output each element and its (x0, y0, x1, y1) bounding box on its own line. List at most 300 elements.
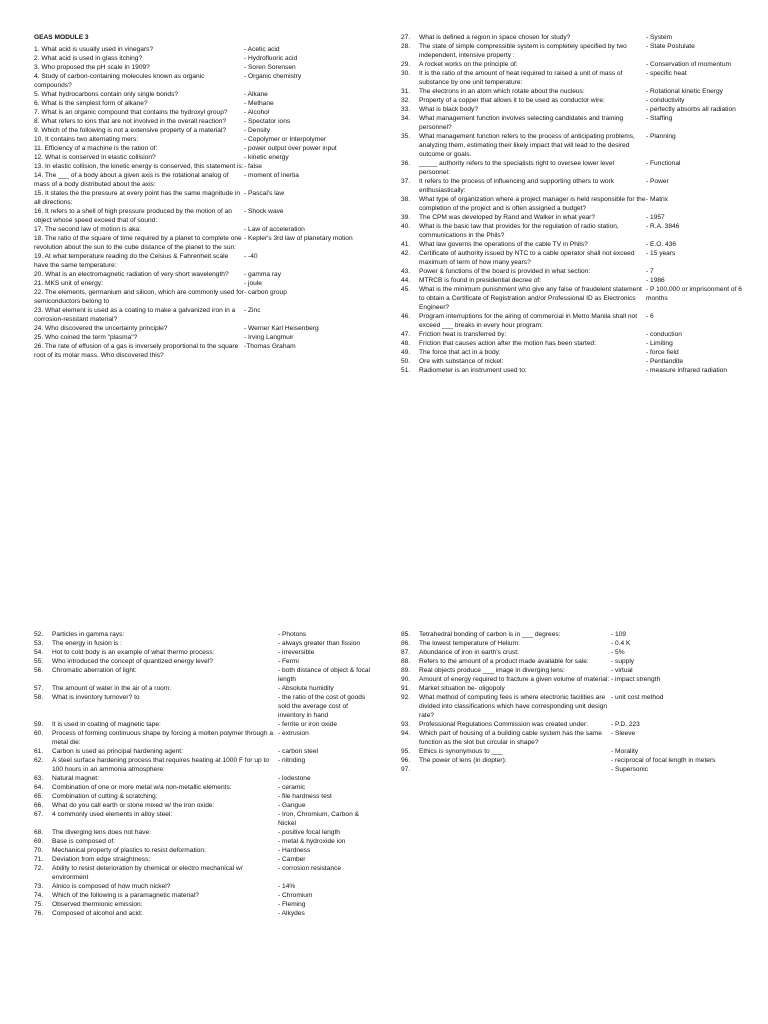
question-item (401, 765, 741, 774)
question-number: 12. (34, 154, 44, 161)
question-number: 27. (401, 34, 411, 41)
question-text: Ethics is synonymous to ___ (419, 748, 503, 755)
answer-text: - 7 (646, 268, 654, 275)
question-item (34, 270, 370, 279)
question-item (34, 45, 370, 54)
question-text: 8. What refers to ions that are not involved in the overall reaction? (34, 118, 227, 125)
question-list-3 (34, 630, 374, 918)
question-number: 29. (401, 61, 411, 68)
question-number: 87. (401, 649, 411, 656)
question-text: Base is composed of: (52, 838, 116, 845)
question-text: 15. It states the the pressure at every point has the same magnitude in all directions: (34, 190, 241, 206)
question-item (34, 864, 374, 882)
question-text: The CPM was developed by Rand and Walker in what year? (419, 214, 596, 221)
answer-text: - Irving Langmuir (244, 334, 294, 341)
question-text: 1. What acid is usually used in vinegars? (34, 46, 154, 53)
question-item (401, 630, 741, 639)
question-item (34, 342, 370, 360)
question-text: Friction that causes action after the motion has been started: (419, 340, 597, 347)
question-text: What is the basic law that provides for the regulation of radio station, communications in the Phils? (419, 223, 619, 239)
answer-text: - Soren Sorensen (244, 64, 296, 71)
answer-text: - Pentlandite (646, 358, 684, 365)
question-number: 35. (401, 133, 411, 140)
question-number: 62. (34, 757, 44, 764)
question-text: Abundance of iron in earth's crust: (419, 649, 519, 656)
question-number: 14. (34, 172, 44, 179)
question-item (34, 747, 374, 756)
question-text: 18. The ratio of the square of time required by a planet to complete one revolution about the sun to the cube distance of the planet to the sun: (34, 235, 242, 251)
question-number: 61. (34, 748, 44, 755)
answer-text: - always greater than fission (278, 640, 361, 647)
question-list-1 (34, 45, 370, 360)
question-text: 21. MKS unit of energy: (34, 280, 103, 287)
question-text: A steel surface hardening process that requires heating at 1000 F for up to 100 hours in an ammonia atmosphere: (52, 757, 269, 773)
question-text: 24. Who discovered the uncertainty principle? (34, 325, 168, 332)
question-text: Ability to resist deterioration by chemical or electro mechanical w/ environment (52, 865, 243, 881)
answer-text: - Hydrofluoric acid (244, 55, 298, 62)
question-text: _____ authority refers to the specialists right to oversee lower level personnel: (419, 160, 614, 176)
answer-text: - 1986 (646, 277, 665, 284)
question-item (34, 810, 374, 828)
question-item (34, 306, 370, 324)
question-number: 94. (401, 730, 411, 737)
question-text: 23. What element is used as a coating to make a galvanized iron in a corrosion-resistant material? (34, 307, 236, 323)
answer-text: - Camber (278, 856, 306, 863)
answer-text: - impact strength (611, 676, 661, 683)
question-text: What type of organization where a project manager is held responsible for the completion of the project and is often assigned a budget? (419, 196, 646, 212)
question-text: What is inventory turnover? to (52, 694, 140, 701)
answer-text: - Sleeve (611, 730, 636, 737)
question-number: 70. (34, 847, 44, 854)
question-number: 36. (401, 160, 411, 167)
question-number: 21. (34, 280, 44, 287)
answer-text: - 15 years (646, 250, 676, 257)
question-number: 8. (34, 118, 40, 125)
question-text: Certificate of authority issued by NTC to a cable operator shall not exceed maximum of term of how many years? (419, 250, 635, 266)
question-text: Property of a copper that allows it to be used as conductor wire: (419, 97, 605, 104)
question-item (34, 207, 370, 225)
question-item (34, 108, 370, 117)
question-text: Ore with substance of nickel: (419, 358, 504, 365)
question-number: 10. (34, 136, 44, 143)
answer-text: - Law of acceleration (244, 226, 305, 233)
module-column-2 (401, 33, 747, 375)
question-text: What do you call earth or stone mixed w/ the iron oxide: (52, 802, 215, 809)
question-item (401, 69, 747, 87)
question-item (34, 666, 374, 684)
question-item (34, 837, 374, 846)
answer-text: - 109 (611, 631, 627, 638)
question-number: 95. (401, 748, 411, 755)
question-item (34, 333, 370, 342)
answer-text: - E.O. 436 (646, 241, 677, 248)
question-text: What law governs the operations of the cable TV in Phils? (419, 241, 588, 248)
answer-text: - Acetic acid (244, 46, 280, 53)
question-number: 15. (34, 190, 44, 197)
answer-text: - irreversible (278, 649, 315, 656)
document-title: GEAS MODULE 3 (34, 34, 89, 41)
question-item (34, 117, 370, 126)
answer-text: - metal & hydroxide ion (278, 838, 346, 845)
question-item (34, 855, 374, 864)
question-item (401, 285, 747, 312)
question-text: 26. The rate of effusion of a gas is inversely proportional to the square root of its molar mass. Who discovered this? (34, 343, 239, 359)
question-number: 4. (34, 73, 40, 80)
question-text: The lowest temperature of Helium: (419, 640, 520, 647)
question-item (34, 63, 370, 72)
answer-text: - Copolymer or Interpolymer (244, 136, 327, 143)
question-item (401, 729, 741, 747)
question-text: 17. The second law of motion is aka: (34, 226, 141, 233)
question-item (401, 366, 747, 375)
module-column-3 (34, 630, 374, 918)
answer-text: - Fermi (278, 658, 299, 665)
question-text: 14. The ___ of a body about a given axis is the rotational analog of mass of a body distributed about the axis: (34, 172, 229, 188)
question-item (401, 42, 747, 60)
question-number: 16. (34, 208, 44, 215)
question-number: 28. (401, 43, 411, 50)
question-text: Power & functions of the board is provided in what section: (419, 268, 591, 275)
question-item (401, 348, 747, 357)
answer-text: - Photons (278, 631, 307, 638)
question-item (401, 222, 747, 240)
answer-text: - R.A. 3846 (646, 223, 680, 230)
answer-text: - carbon steel (278, 748, 318, 755)
question-text: Process of forming continuous shape by forcing a molten polymer through a metal die: (52, 730, 274, 746)
question-text: Observed thermionic emission: (52, 901, 143, 908)
question-number: 37. (401, 178, 411, 185)
question-item (401, 648, 741, 657)
question-number: 96. (401, 757, 411, 764)
question-number: 1. (34, 46, 40, 53)
question-number: 3. (34, 64, 40, 71)
question-text: Program interruptions for the airing of commercial in Metro Manila shall not exceed ___ breaks in every hour program: (419, 313, 638, 329)
question-item (34, 144, 370, 153)
question-item (34, 252, 370, 270)
question-number: 67. (34, 811, 44, 818)
question-text: 10. It contains two alternating mers: (34, 136, 139, 143)
question-item (401, 159, 747, 177)
question-item (34, 630, 374, 639)
question-text: 19. At what temperature reading do the Celsius & Fahrenheit scale have the same temperature: (34, 253, 229, 269)
question-number: 54. (34, 649, 44, 656)
question-item (34, 657, 374, 666)
question-number: 71. (34, 856, 44, 863)
question-list-4 (401, 630, 741, 774)
answer-text: - lodestone (278, 775, 311, 782)
question-item (34, 783, 374, 792)
question-item (34, 162, 370, 171)
question-number: 23. (34, 307, 44, 314)
answer-text: - carbon group (244, 289, 287, 296)
question-number: 91. (401, 685, 411, 692)
question-text: Mechanical property of plastics to resist deformation: (52, 847, 206, 854)
question-text: Professional Regulations Commission was created under: (419, 721, 588, 728)
answer-text: - unit cost method (611, 694, 664, 701)
answer-text: - Alcohol (244, 109, 270, 116)
question-number: 11. (34, 145, 43, 152)
answer-text: - corrosion resistance (278, 865, 342, 872)
question-text: The power of lens (in diopter): (419, 757, 507, 764)
question-text: What is the minimum punishment who give any false of fraudelent statement to obtain a Certificate of Registration and/or Professional ID as Electronics Engineer? (419, 286, 642, 311)
question-text: Refers to the amount of a product made available for sale: (419, 658, 589, 665)
question-number: 20. (34, 271, 44, 278)
question-text: The state of simple compressible system is completely specified by two independent, intensive property : (419, 43, 627, 59)
question-number: 51. (401, 367, 411, 374)
answer-text: - false (244, 163, 262, 170)
question-text: The force that act in a body: (419, 349, 501, 356)
answer-text: - Hardness (278, 847, 311, 854)
answer-text: - State Postulate (646, 43, 695, 50)
answer-text: - Power (646, 178, 669, 185)
question-item (34, 684, 374, 693)
question-text: 12. What is conserved in elastic collision? (34, 154, 156, 161)
answer-text: - force field (646, 349, 679, 356)
question-item (401, 60, 747, 69)
answer-text: - Chromium (278, 892, 313, 899)
answer-text: - 0.4 K (611, 640, 631, 647)
question-item (401, 276, 747, 285)
question-number: 64. (34, 784, 44, 791)
question-item (34, 882, 374, 891)
answer-text: - Alkane (244, 91, 268, 98)
question-text: A rocket works on the principle of: (419, 61, 518, 68)
question-item (34, 54, 370, 63)
question-text: 4. Study of carbon-containing molecules known as organic compounds? (34, 73, 205, 89)
answer-text: -Thomas Graham (244, 343, 296, 350)
question-number: 42. (401, 250, 411, 257)
question-text: What method of computing fees is where electronic facilities are divided into classifications which have corresponding unit design rate? (419, 694, 608, 719)
question-number: 73. (34, 883, 44, 890)
question-number: 31. (401, 88, 411, 95)
question-item (34, 153, 370, 162)
answer-text: - file hardness test (278, 793, 332, 800)
question-number: 30. (401, 70, 411, 77)
question-text: 9. Which of the following is not a extensive property of a material? (34, 127, 227, 134)
answer-text: - 1957 (646, 214, 665, 221)
question-item (401, 693, 741, 720)
question-text: Composed of alcohol and acid: (52, 910, 143, 917)
question-text: Deviation from edge straightness: (52, 856, 151, 863)
answer-text: - conduction (646, 331, 682, 338)
answer-text: - both distance of object & focal length (278, 667, 371, 683)
question-number: 52. (34, 631, 44, 638)
question-item (34, 99, 370, 108)
answer-text: - gamma ray (244, 271, 282, 278)
question-number: 55. (34, 658, 44, 665)
question-number: 90. (401, 676, 411, 683)
question-item (34, 909, 374, 918)
question-item (34, 900, 374, 909)
question-item (401, 756, 741, 765)
module-column-1 (34, 33, 370, 360)
question-item (401, 639, 741, 648)
question-number: 56. (34, 667, 44, 674)
answer-text: - positive focal length (278, 829, 340, 836)
answer-text: - 14% (278, 883, 296, 890)
question-item (34, 135, 370, 144)
question-number: 26. (34, 343, 44, 350)
question-number: 17. (34, 226, 44, 233)
question-item (34, 792, 374, 801)
question-text: 6. What is the simplest form of alkane? (34, 100, 148, 107)
question-text: Chromatic aberration of light: (52, 667, 137, 674)
answer-text: - Spectator ions (244, 118, 291, 125)
question-number: 25. (34, 334, 44, 341)
question-number: 66. (34, 802, 44, 809)
question-text: The amount of water in the air of a room: (52, 685, 172, 692)
question-number: 13. (34, 163, 44, 170)
question-number: 49. (401, 349, 411, 356)
question-text: Particles in gamma rays: (52, 631, 125, 638)
answer-text: - Iron, Chromium, Carbon & Nickel (278, 811, 359, 827)
question-item (401, 249, 747, 267)
answer-text: - the ratio of the cost of goods sold the average cost of inventory in hand (278, 694, 366, 719)
question-number: 69. (34, 838, 44, 845)
answer-text: - Conservation of momentum (646, 61, 732, 68)
question-number: 48. (401, 340, 411, 347)
question-number: 9. (34, 127, 40, 134)
answer-text: - ceramic (278, 784, 306, 791)
answer-text: - Methane (244, 100, 274, 107)
question-number: 86. (401, 640, 411, 647)
answer-text: - Rotational kinetic Energy (646, 88, 723, 95)
question-item (401, 357, 747, 366)
question-item (401, 177, 747, 195)
question-number: 44. (401, 277, 411, 284)
question-text: Hot to cold body is an example of what thermo process: (52, 649, 215, 656)
question-item (401, 657, 741, 666)
question-number: 76. (34, 910, 44, 917)
question-number: 18. (34, 235, 44, 242)
question-text: Market situation be- oligopoly (419, 685, 505, 692)
question-text: Tetrahedral bonding of carbon is in ___ degrees: (419, 631, 561, 638)
question-number: 34. (401, 115, 411, 122)
question-item (34, 90, 370, 99)
question-item (401, 720, 741, 729)
question-item (34, 234, 370, 252)
question-item (401, 666, 741, 675)
question-number: 57. (34, 685, 44, 692)
question-item (34, 279, 370, 288)
question-text: Combination of one or more metal w/a non-metallic elements: (52, 784, 232, 791)
question-number: 22. (34, 289, 44, 296)
question-item (401, 195, 747, 213)
question-text: It refers to the process of influencing and supporting others to work enthusiastically: (419, 178, 614, 194)
question-text: 7. What is an organic compound that contains the hydroxyl group? (34, 109, 228, 116)
question-item (401, 339, 747, 348)
question-number: 63. (34, 775, 44, 782)
question-text: The diverging lens does not have: (52, 829, 151, 836)
question-text: 25. Who coined the term "plasma"? (34, 334, 138, 341)
question-item (34, 729, 374, 747)
answer-text: - Werner Karl Heisenberg (244, 325, 319, 332)
question-text: 11. Efficiency of a machine is the ration of: (34, 145, 158, 152)
question-text: 16. It refers to a shell of high pressure produced by the motion of an object whose speed exceed that of sound: (34, 208, 232, 224)
answer-text: - Planning (646, 133, 676, 140)
question-number: 45. (401, 286, 411, 293)
question-item (401, 330, 747, 339)
question-number: 53. (34, 640, 44, 647)
question-text: 2. What acid is used in glass itching? (34, 55, 143, 62)
question-number: 47. (401, 331, 411, 338)
question-number: 6. (34, 100, 40, 107)
answer-text: - -40 (244, 253, 258, 260)
question-text: What is defined a region in space chosen for study? (419, 34, 571, 41)
question-text: 20. What is an electromagnetic radiation of very short wavelength? (34, 271, 229, 278)
answer-text: - reciprocal of focal length in meters (611, 757, 716, 764)
question-text: What management function refers to the process of anticipating problems, analyzing them, estimating their likely impact that will lead to the desired outcome or goals. (419, 133, 635, 158)
answer-text: - joule (244, 280, 262, 287)
question-number: 88. (401, 658, 411, 665)
answer-text: - Matrix (646, 196, 668, 203)
question-number: 43. (401, 268, 411, 275)
question-number: 38. (401, 196, 411, 203)
answer-text: - measure infrared radiation (646, 367, 727, 374)
question-item (34, 801, 374, 810)
answer-text: - Limiting (646, 340, 673, 347)
question-number: 60. (34, 730, 44, 737)
question-number: 32. (401, 97, 411, 104)
question-number: 72. (34, 865, 44, 872)
answer-text: - Gangue (278, 802, 306, 809)
question-item (401, 114, 747, 132)
question-number: 39. (401, 214, 411, 221)
question-text: 5. What hydrocarbons contain only single bonds? (34, 91, 179, 98)
question-number: 59. (34, 721, 44, 728)
question-item (401, 132, 747, 159)
answer-text: - 5% (611, 649, 625, 656)
question-text: Real objects produce ___ image in diverging lens: (419, 667, 565, 674)
question-item (34, 828, 374, 837)
question-text: What management function involves selecting candidates and training personnel? (419, 115, 624, 131)
question-text: 13. In elastic collision, the kinetic energy is conserved, this statement is: (34, 163, 244, 170)
question-item (34, 324, 370, 333)
question-item (401, 240, 747, 249)
question-text: Amount of energy required to fracture a given volume of material: (419, 676, 610, 683)
question-number: 97. (401, 766, 411, 773)
question-number: 74. (34, 892, 44, 899)
question-text: Alnico is composed of how much nickel? (52, 883, 171, 890)
question-text: It is used in coating of magnetic tape: (52, 721, 161, 728)
question-text: The energy in fusion is : (52, 640, 123, 647)
question-number: 68. (34, 829, 44, 836)
question-item (34, 189, 370, 207)
question-text: Which of the following is a paramagnetic material? (52, 892, 199, 899)
answer-text: - kinetic energy (244, 154, 289, 161)
question-text: The electrons in an atom which rotate about the nucleus: (419, 88, 585, 95)
question-text: Combination of cutting & scratching: (52, 793, 158, 800)
question-text: 4 commonly used elements in alloy steel: (52, 811, 173, 818)
module-column-4 (401, 630, 741, 774)
answer-text: - Fleming (278, 901, 306, 908)
answer-text: - ferrite or iron oxide (278, 721, 337, 728)
question-text: What is black body? (419, 106, 479, 113)
answer-text: - virtual (611, 667, 633, 674)
question-number: 89. (401, 667, 411, 674)
question-item (34, 288, 370, 306)
question-text: 3. Who proposed the pH scale in 1909? (34, 64, 150, 71)
question-item (401, 747, 741, 756)
question-number: 33. (401, 106, 411, 113)
question-number: 92. (401, 694, 411, 701)
answer-text: - Supersonic (611, 766, 649, 773)
answer-text: - Density (244, 127, 271, 134)
question-text: Friction heat is transferred by: (419, 331, 507, 338)
answer-text: - extrusion (278, 730, 309, 737)
answer-text: - Staffing (646, 115, 673, 122)
question-number: 65. (34, 793, 44, 800)
